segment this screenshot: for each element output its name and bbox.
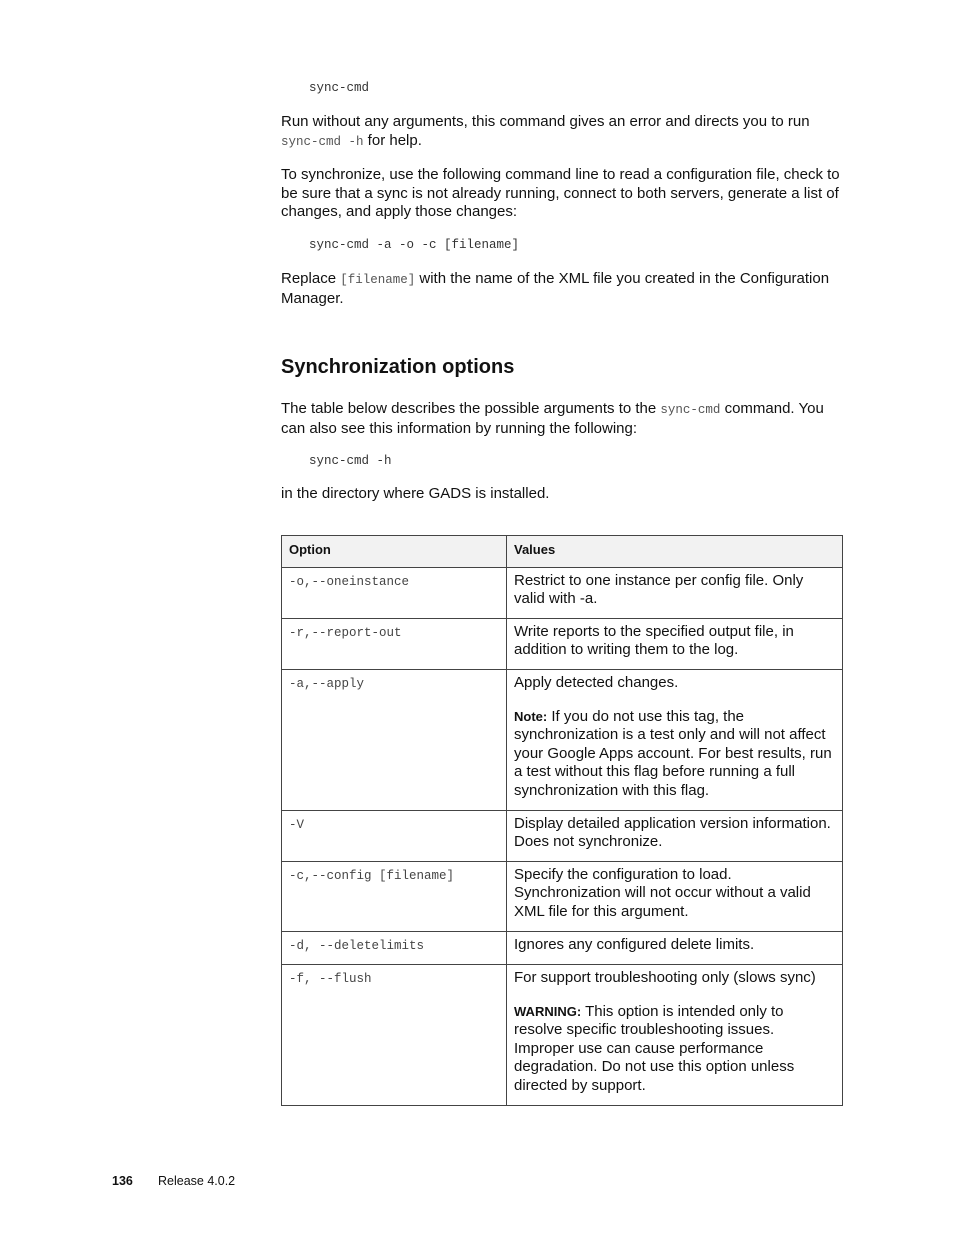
para4-inline-code: sync-cmd <box>660 403 721 417</box>
value-text: Ignores any configured delete limits. <box>514 935 755 953</box>
note-paragraph <box>514 708 835 801</box>
value-text: Display detailed application version information. Does not synchronize. <box>514 814 831 851</box>
code-sync-help: sync-cmd -h <box>309 454 392 468</box>
table-row <box>282 931 843 965</box>
value-cell <box>507 861 843 931</box>
para4-text-end: command. You can also see this information by running the following: <box>281 400 824 437</box>
para4-text: The table below describes the possible arguments to the <box>281 400 661 417</box>
paragraph-directory: in the directory where GADS is installed. <box>281 485 550 502</box>
table-row <box>282 810 843 861</box>
para3-text: Replace <box>281 270 341 287</box>
para1-text-end: for help. <box>363 131 422 149</box>
note-label: Note: <box>514 708 548 724</box>
page-number: 136 <box>112 1174 133 1188</box>
value-cell <box>507 810 843 861</box>
value-text: Write reports to the specified output file, in addition to writing them to the log. <box>514 622 794 659</box>
note-text: If you do not use this tag, the synchronization is a test only and will not affect your Google Apps account. For best results, run a test without this flag before running a full synchronization with this flag. <box>514 707 832 799</box>
table-row <box>282 669 843 810</box>
code-sync-cmd: sync-cmd <box>309 81 370 95</box>
paragraph-table-intro <box>281 400 843 438</box>
warning-text: This option is intended only to resolve specific troubleshooting issues. Improper use can cause performance degradation. Do not use this option unless directed by support. <box>514 1002 795 1095</box>
warning-paragraph <box>514 1003 835 1096</box>
para1-inline-code: sync-cmd -h <box>281 134 364 149</box>
section-title: Synchronization options <box>281 356 515 378</box>
table-row <box>282 861 843 931</box>
value-cell <box>507 567 843 618</box>
release-label: Release 4.0.2 <box>158 1174 236 1188</box>
code-sync-command-line: sync-cmd -a -o -c [filename] <box>309 238 520 252</box>
paragraph-synchronize: To synchronize, use the following command line to read a configuration file, check to be sure that a sync is not already running, connect to both servers, generate a list of changes, and apply those changes: <box>281 166 840 221</box>
table-row <box>282 567 843 618</box>
options-table <box>281 535 843 1106</box>
value-cell <box>507 931 843 965</box>
para1-text: Run without any arguments, this command gives an error and directs you to run <box>281 113 810 130</box>
option-cell: -f, --flush <box>282 965 507 1106</box>
paragraph-replace-filename <box>281 270 843 308</box>
option-cell: -c,--config [filename] <box>282 861 507 931</box>
value-text: Restrict to one instance per config file. Only valid with -a. <box>514 571 804 608</box>
paragraph-run-without-args <box>281 113 843 151</box>
header-option: Option <box>282 536 507 568</box>
option-cell: -o,--oneinstance <box>282 567 507 618</box>
para3-inline-code: [filename] <box>340 273 416 287</box>
value-text: Specify the configuration to load. Synchronization will not occur without a valid XML file for this argument. <box>514 865 811 920</box>
value-cell <box>507 669 843 810</box>
value-cell <box>507 965 843 1106</box>
header-values: Values <box>507 536 843 568</box>
option-cell: -V <box>282 810 507 861</box>
option-cell: -r,--report-out <box>282 618 507 669</box>
para3-text-end: with the name of the XML file you created in the Configuration Manager. <box>281 270 830 307</box>
table-header-row <box>282 536 843 568</box>
option-cell: -d, --deletelimits <box>282 931 507 965</box>
table-row <box>282 965 843 1106</box>
table-row <box>282 618 843 669</box>
value-cell <box>507 618 843 669</box>
value-text: For support troubleshooting only (slows sync) <box>514 969 816 987</box>
warning-label: WARNING: <box>514 1003 582 1019</box>
value-text: Apply detected changes. <box>514 673 679 691</box>
option-cell: -a,--apply <box>282 669 507 810</box>
